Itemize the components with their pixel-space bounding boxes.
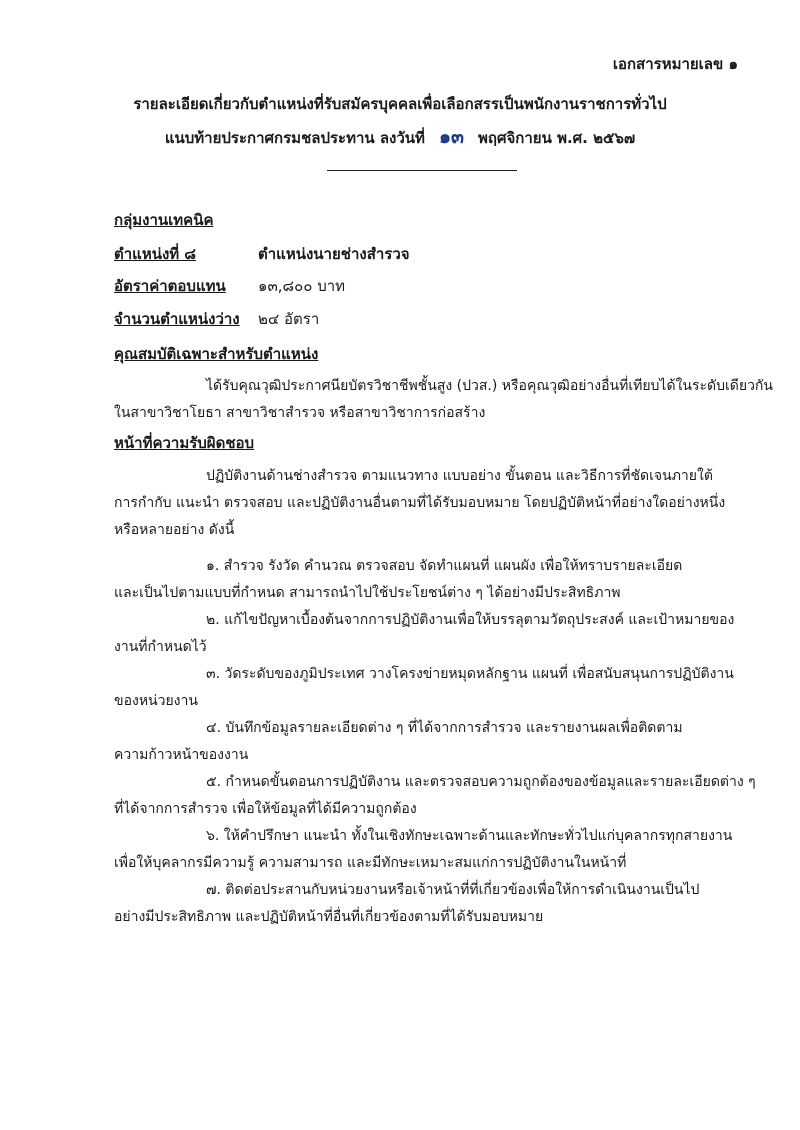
duties-intro-line: หรือหลายอย่าง ดังนี้ bbox=[114, 522, 235, 538]
qualifications-heading: คุณสมบัติเฉพาะสำหรับตำแหน่ง bbox=[114, 345, 319, 363]
subtitle-suffix: พฤศจิกายน พ.ศ. ๒๕๖๗ bbox=[478, 129, 636, 147]
document-number: เอกสารหมายเลข ๑ bbox=[612, 55, 738, 73]
duty-item-line: ๕. กำหนดขั้นตอนการปฏิบัติงาน และตรวจสอบความถูกต้องของข้อมูลและรายละเอียดต่าง ๆ bbox=[206, 774, 756, 790]
qualifications-line: ได้รับคุณวุฒิประกาศนียบัตรวิชาชีพชั้นสูง (ปวส.) หรือคุณวุฒิอย่างอื่นที่เทียบได้ในระดับเดียวกัน bbox=[206, 378, 773, 394]
duties-heading: หน้าที่ความรับผิดชอบ bbox=[114, 434, 255, 452]
handwritten-day: ๑๓ bbox=[438, 126, 465, 148]
subtitle-prefix: แนบท้ายประกาศกรมชลประทาน ลงวันที่ bbox=[164, 129, 425, 147]
duty-item-line: ๑. สำรวจ รังวัด คำนวณ ตรวจสอบ จัดทำแผนที่ แผนผัง เพื่อให้ทราบรายละเอียด bbox=[206, 558, 683, 574]
duties-intro-line: ปฏิบัติงานด้านช่างสำรวจ ตามแนวทาง แบบอย่าง ขั้นตอน และวิธีการที่ชัดเจนภายใต้ bbox=[206, 468, 713, 484]
position-row bbox=[114, 242, 410, 266]
duty-item-line: ๒. แก้ไขปัญหาเบื้องต้นจากการปฏิบัติงานเพื่อให้บรรลุตามวัตถุประสงค์ และเป้าหมายของ bbox=[206, 612, 735, 628]
duty-item-line: ความก้าวหน้าของงาน bbox=[114, 747, 249, 763]
duty-item-line: ๖. ให้คำปรึกษา แนะนำ ทั้งในเชิงทักษะเฉพาะด้านและทักษะทั่วไปแก่บุคลากรทุกสายงาน bbox=[206, 828, 733, 844]
position-label: ตำแหน่งที่ ๘ bbox=[114, 245, 196, 263]
duty-item-line: ที่ได้จากการสำรวจ เพื่อให้ข้อมูลที่ได้มีความถูกต้อง bbox=[114, 801, 417, 817]
salary-value: ๑๓,๘๐๐ บาท bbox=[258, 277, 346, 295]
salary-row bbox=[114, 274, 345, 298]
duty-item-line: งานที่กำหนดไว้ bbox=[114, 639, 207, 655]
document-title: รายละเอียดเกี่ยวกับตำแหน่งที่รับสมัครบุคคลเพื่อเลือกสรรเป็นพนักงานราชการทั่วไป bbox=[133, 95, 667, 113]
duty-item-line: ๓. วัดระดับของภูมิประเทศ วางโครงข่ายหมุดหลักฐาน แผนที่ เพื่อสนับสนุนการปฏิบัติงาน bbox=[206, 666, 734, 682]
duty-item-line: ๗. ติดต่อประสานกับหน่วยงานหรือเจ้าหน้าที่ที่เกี่ยวข้องเพื่อให้การดำเนินงานเป็นไป bbox=[206, 882, 700, 898]
duty-item-line: อย่างมีประสิทธิภาพ และปฏิบัติหน้าที่อื่นที่เกี่ยวข้องตามที่ได้รับมอบหมาย bbox=[114, 909, 544, 925]
duties-intro-line: การกำกับ แนะนำ ตรวจสอบ และปฏิบัติงานอื่นตามที่ได้รับมอบหมาย โดยปฏิบัติหน้าที่อย่างใดอย่างหนึ่ง bbox=[114, 495, 726, 511]
duty-item-line: และเป็นไปตามแบบที่กำหนด สามารถนำไปใช้ประโยชน์ต่าง ๆ ได้อย่างมีประสิทธิภาพ bbox=[114, 585, 621, 601]
group-heading: กลุ่มงานเทคนิค bbox=[114, 211, 214, 229]
qualifications-line: ในสาขาวิชาโยธา สาขาวิชาสำรวจ หรือสาขาวิชาการก่อสร้าง bbox=[114, 405, 486, 421]
duty-item-line: ของหน่วยงาน bbox=[114, 693, 198, 709]
duty-item-line: ๔. บันทึกข้อมูลรายละเอียดต่าง ๆ ที่ได้จากการสำรวจ และรายงานผลเพื่อติดตาม bbox=[206, 720, 683, 736]
salary-label: อัตราค่าตอบแทน bbox=[114, 277, 226, 295]
duty-item-line: เพื่อให้บุคลากรมีความรู้ ความสามารถ และมีทักษะเหมาะสมแก่การปฏิบัติงานในหน้าที่ bbox=[114, 855, 627, 871]
vacancy-label: จำนวนตำแหน่งว่าง bbox=[114, 310, 240, 328]
vacancy-value: ๒๔ อัตรา bbox=[258, 310, 320, 328]
document-subtitle bbox=[0, 122, 800, 152]
vacancy-row bbox=[114, 307, 319, 331]
title-divider bbox=[327, 170, 517, 171]
position-value: ตำแหน่งนายช่างสำรวจ bbox=[258, 245, 410, 263]
